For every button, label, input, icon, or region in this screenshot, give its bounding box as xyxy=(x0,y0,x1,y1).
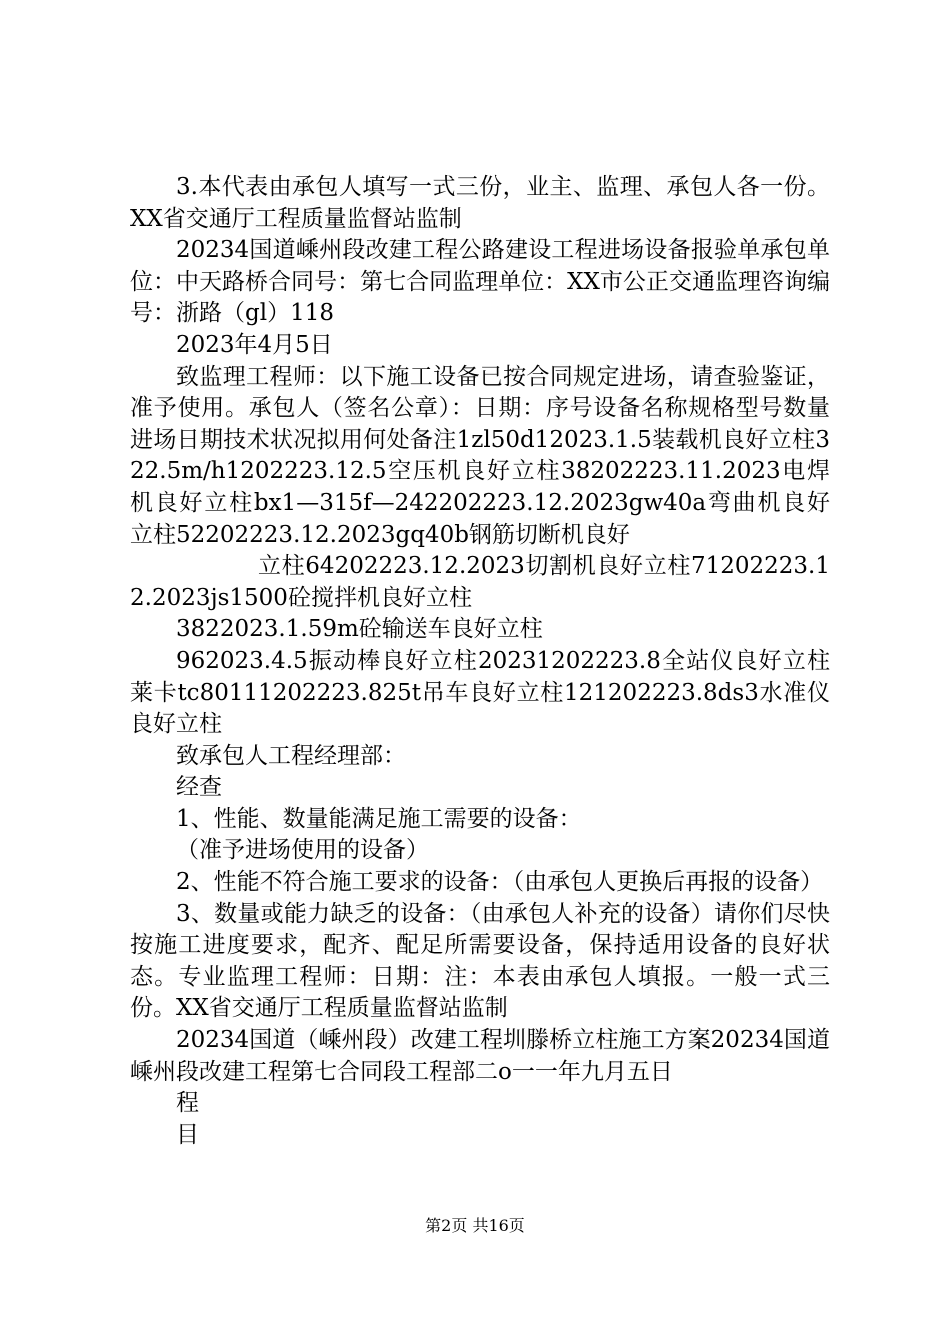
paragraph-item-1-note: （准予进场使用的设备） xyxy=(176,837,429,864)
paragraph-date: 2023年4月5日 xyxy=(176,331,333,358)
paragraph-equipment-list-cont: 立柱64202223.12.2023切割机良好立柱71202223.12.2023js1500砼搅拌机良好立柱 xyxy=(130,553,830,611)
paragraph-to-supervisor: 致监理工程师：以下施工设备已按合同规定进场，请查验鉴证，准予使用。承包人（签名公章）：日期：序号设备名称规格型号数量进场日期技术状况拟用何处备注1zl50d12023.1.5装载机良好立柱322.5m/h1202223.12.5空压机良好立柱38202223.11.2023电焊机良好立柱bx1—315f—242202223.12.2023gw40a弯曲机良好立柱52202223.12.2023gq40b钢筋切断机良好 xyxy=(130,363,830,548)
paragraph-equipment-list-end: 962023.4.5振动棒良好立柱20231202223.8全站仪良好立柱莱卡tc80111202223.825t吊车良好立柱121202223.8ds3水准仪良好立柱 xyxy=(130,647,830,738)
page-footer: 第2页 共16页 xyxy=(425,1216,525,1235)
paragraph-construction-plan-title: 20234国道（嵊州段）改建工程圳滕桥立柱施工方案20234国道嵊州段改建工程第七合同段工程部二o一一年九月五日 xyxy=(130,1027,830,1085)
document-body xyxy=(130,172,830,1151)
paragraph-concrete-truck: 3822023.1.59m砼输送车良好立柱 xyxy=(176,616,543,643)
paragraph-item-1: 1、性能、数量能满足施工需要的设备： xyxy=(176,805,582,832)
paragraph-equipment-report-header: 20234国道嵊州段改建工程公路建设工程进场设备报验单承包单位：中天路桥合同号：第七合同监理单位：XX市公正交通监理咨询编号：浙路（gl）118 xyxy=(130,237,830,327)
paragraph-cheng: 程 xyxy=(176,1090,199,1117)
paragraph-item-2: 2、性能不符合施工要求的设备：（由承包人更换后再报的设备） xyxy=(176,869,824,896)
paragraph-item-3: 3、数量或能力缺乏的设备：（由承包人补充的设备）请你们尽快按施工进度要求，配齐、配足所需要设备，保持适用设备的良好状态。专业监理工程师：日期：注：本表由承包人填报。一般一式三份。XX省交通厅工程质量监督站监制 xyxy=(130,900,830,1022)
paragraph-to-contractor: 致承包人工程经理部： xyxy=(176,742,406,769)
paragraph-mu: 目 xyxy=(176,1121,199,1148)
paragraph-upon-check: 经查 xyxy=(176,774,222,801)
paragraph-copies-note: 3.本代表由承包人填写一式三份，业主、监理、承包人各一份。XX省交通厅工程质量监督站监制 xyxy=(130,174,830,232)
